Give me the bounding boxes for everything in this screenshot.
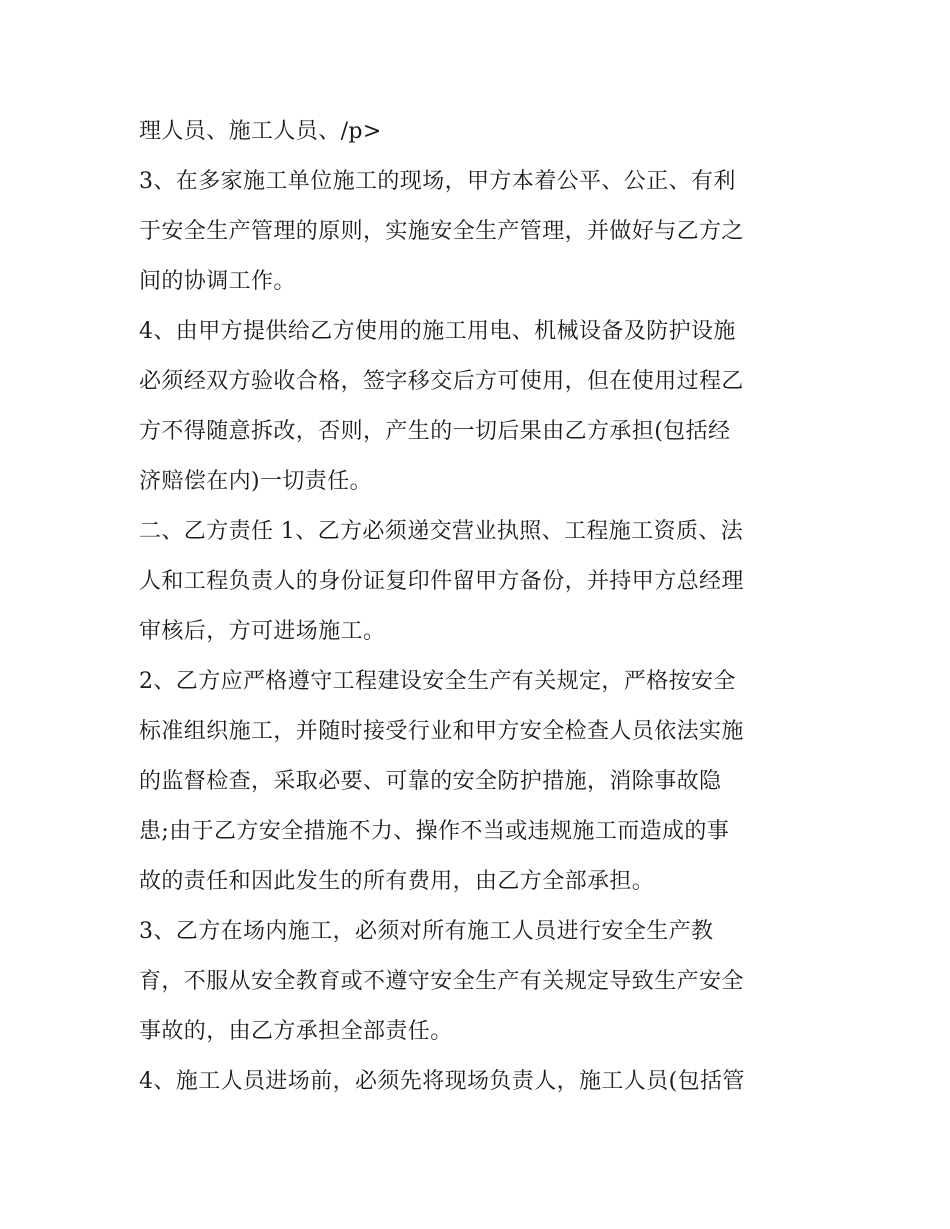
text-line: 理人员、施工人员、/p> bbox=[139, 119, 382, 144]
text-line: 审核后，方可进场施工。 bbox=[139, 619, 386, 644]
text-line: 济赔偿在内)一切责任。 bbox=[139, 469, 372, 494]
text-line: 3、乙方在场内施工，必须对所有施工人员进行安全生产教 bbox=[139, 919, 714, 944]
text-line: 故的责任和因此发生的所有费用，由乙方全部承担。 bbox=[139, 869, 655, 894]
text-line: 4、由甲方提供给乙方使用的施工用电、机械设备及防护设施 bbox=[139, 319, 736, 344]
text-line: 方不得随意拆改，否则，产生的一切后果由乙方承担(包括经 bbox=[139, 419, 731, 444]
text-line: 2、乙方应严格遵守工程建设安全生产有关规定，严格按安全 bbox=[139, 669, 736, 694]
text-line: 标准组织施工，并随时接受行业和甲方安全检查人员依法实施 bbox=[139, 719, 744, 744]
text-line: 患;由于乙方安全措施不力、操作不当或违规施工而造成的事 bbox=[139, 819, 730, 844]
text-line: 必须经双方验收合格，签字移交后方可使用，但在使用过程乙 bbox=[139, 369, 744, 394]
text-line: 人和工程负责人的身份证复印件留甲方备份，并持甲方总经理 bbox=[139, 569, 744, 594]
text-line: 事故的，由乙方承担全部责任。 bbox=[139, 1019, 453, 1044]
text-line: 育，不服从安全教育或不遵守安全生产有关规定导致生产安全 bbox=[139, 969, 744, 994]
text-line: 的监督检查，采取必要、可靠的安全防护措施，消除事故隐 bbox=[139, 769, 722, 794]
text-line: 3、在多家施工单位施工的现场，甲方本着公平、公正、有利 bbox=[139, 169, 736, 194]
text-line: 于安全生产管理的原则，实施安全生产管理，并做好与乙方之 bbox=[139, 219, 744, 244]
text-line: 间的协调工作。 bbox=[139, 269, 296, 294]
text-line: 4、施工人员进场前，必须先将现场负责人，施工人员(包括管 bbox=[139, 1069, 745, 1094]
text-line: 二、乙方责任 1、乙方必须递交营业执照、工程施工资质、法 bbox=[139, 519, 744, 544]
document-body bbox=[139, 112, 819, 1112]
